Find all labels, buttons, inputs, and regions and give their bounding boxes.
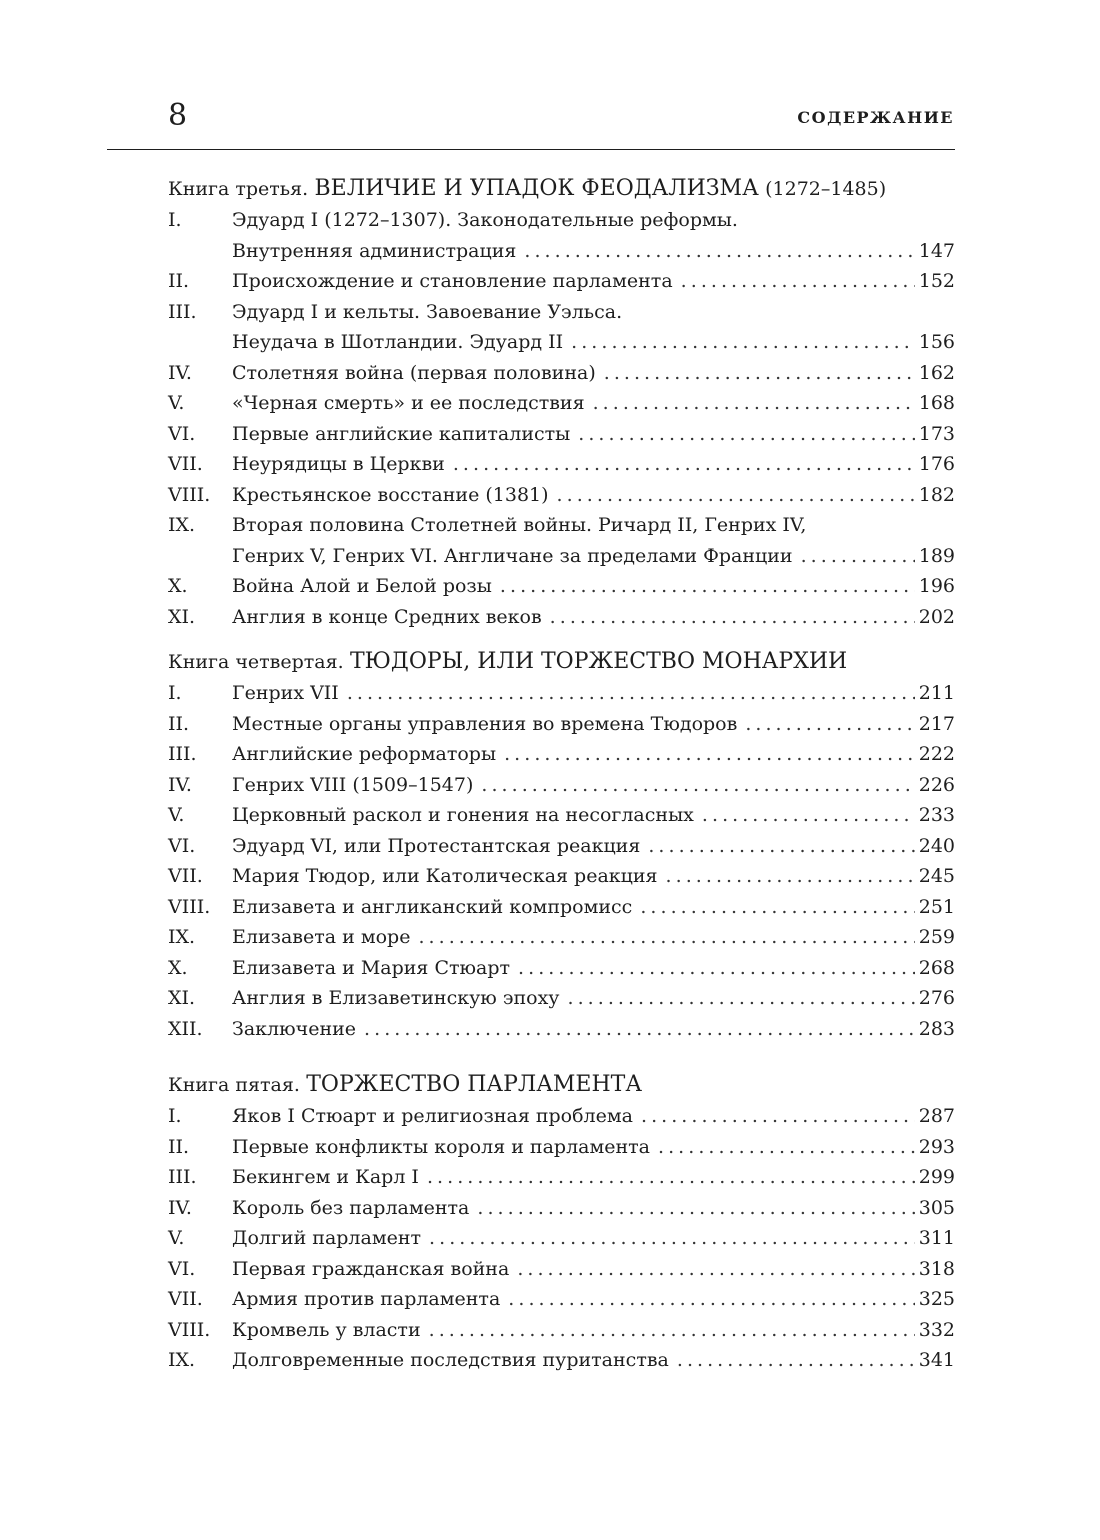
chapter-number: VII. — [168, 453, 203, 475]
dot-leader — [681, 266, 915, 297]
toc-entry[interactable] — [168, 1014, 955, 1045]
dot-leader — [504, 739, 915, 770]
toc-entry-line — [168, 1345, 955, 1376]
page-ref: 283 — [918, 1017, 955, 1040]
chapter-title-continued: Неудача в Шотландии. Эдуард II — [232, 331, 564, 353]
toc-entry-line — [168, 922, 955, 953]
toc-entry[interactable] — [168, 1254, 955, 1285]
chapter-title: Война Алой и Белой розы — [232, 575, 492, 597]
toc-entry[interactable] — [168, 419, 955, 450]
chapter-number: VI. — [168, 1257, 196, 1280]
chapter-title: Церковный раскол и гонения на несогласных — [232, 804, 694, 826]
dot-leader — [347, 678, 915, 709]
toc-entry[interactable] — [168, 1223, 955, 1254]
page-ref: 341 — [918, 1349, 955, 1371]
toc-entry-line — [168, 1254, 955, 1285]
dot-leader — [604, 358, 915, 389]
chapter-title: Елизавета и Мария Стюарт — [232, 956, 511, 979]
chapter-number: I. — [168, 1105, 182, 1127]
dot-leader — [640, 892, 914, 923]
chapter-number: VII. — [168, 865, 203, 887]
page-ref: 305 — [918, 1196, 955, 1219]
toc-entry[interactable] — [168, 892, 955, 923]
dot-leader — [364, 1014, 915, 1045]
dot-leader — [477, 1193, 914, 1224]
page-ref: 189 — [918, 544, 955, 567]
book-title — [168, 1069, 955, 1099]
book-section — [168, 646, 955, 1044]
dot-leader — [481, 770, 914, 801]
toc-entry[interactable] — [168, 831, 955, 862]
chapter-title: Столетняя война (первая половина) — [232, 361, 596, 384]
chapter-title: Эдуард VI, или Протестантская реакция — [232, 834, 641, 857]
chapter-title: Происхождение и становление парламента — [232, 270, 673, 292]
toc-entry-line — [168, 770, 955, 801]
chapter-title-continued: Генрих V, Генрих VI. Англичане за пределами Франции — [232, 544, 793, 567]
page-ref: 176 — [918, 453, 955, 475]
chapter-title: Англия в Елизаветинскую эпоху — [232, 987, 560, 1009]
toc-entry-line — [168, 571, 955, 602]
chapter-number: XI. — [168, 605, 196, 628]
chapter-number: VIII. — [168, 1318, 211, 1341]
dot-leader — [568, 983, 915, 1014]
chapter-number: VIII. — [168, 895, 211, 918]
page-ref: 268 — [918, 956, 955, 979]
toc-entry[interactable] — [168, 449, 955, 480]
chapter-title: Долговременные последствия пуританства — [232, 1349, 669, 1371]
dot-leader — [593, 388, 915, 419]
toc-entry[interactable] — [168, 266, 955, 297]
chapter-title: Елизавета и англиканский компромисс — [232, 895, 633, 918]
running-title: СОДЕРЖАНИЕ — [797, 108, 954, 127]
toc-entry[interactable] — [168, 709, 955, 740]
toc-entry[interactable] — [168, 510, 955, 571]
page-ref: 222 — [918, 743, 955, 765]
chapter-number: III. — [168, 300, 197, 323]
book-label: Книга четвертая. — [168, 651, 344, 673]
page-ref: 217 — [918, 712, 955, 735]
chapter-title: Эдуард I и кельты. Завоевание Уэльса. — [232, 300, 623, 323]
toc-entry[interactable] — [168, 1345, 955, 1376]
toc-entry-line — [168, 678, 955, 709]
chapter-number: IX. — [168, 1349, 196, 1371]
dot-leader — [429, 1315, 915, 1346]
toc-entry-line — [168, 510, 955, 541]
dot-leader — [702, 800, 915, 831]
page-ref: 240 — [918, 834, 955, 857]
dot-leader — [801, 541, 915, 572]
toc-entry-line — [168, 1284, 955, 1315]
toc-entry-line — [168, 1132, 955, 1163]
toc-entry[interactable] — [168, 739, 955, 770]
chapter-number: IV. — [168, 773, 192, 796]
chapter-number: IX. — [168, 926, 196, 948]
toc-entry[interactable] — [168, 480, 955, 511]
chapter-title: Первые английские капиталисты — [232, 422, 571, 445]
toc-entry-line — [168, 739, 955, 770]
toc-entry-line — [168, 1223, 955, 1254]
chapter-number: IX. — [168, 514, 196, 536]
page-ref: 259 — [918, 926, 955, 948]
book-section — [168, 173, 955, 632]
page-ref: 325 — [918, 1288, 955, 1310]
page-ref: 299 — [918, 1166, 955, 1188]
chapter-number: III. — [168, 743, 197, 765]
page-ref: 156 — [918, 331, 955, 353]
toc-entry-line — [168, 983, 955, 1014]
chapter-title-continued: Внутренняя администрация — [232, 239, 517, 262]
chapter-title: Заключение — [232, 1017, 357, 1040]
toc-entry-line — [168, 449, 955, 480]
chapter-title: Елизавета и море — [232, 926, 411, 948]
toc-entry-line — [168, 1315, 955, 1346]
dot-leader — [677, 1345, 915, 1376]
chapter-title: Яков I Стюарт и религиозная проблема — [232, 1105, 633, 1127]
chapter-number: V. — [168, 392, 185, 414]
chapter-title: Король без парламента — [232, 1196, 470, 1219]
chapter-number: VIII. — [168, 483, 211, 506]
chapter-title: Генрих VII — [232, 682, 339, 704]
chapter-title: Английские реформаторы — [232, 743, 497, 765]
toc-entry-line — [168, 953, 955, 984]
page-ref: 202 — [918, 605, 955, 628]
dot-leader — [429, 1223, 915, 1254]
chapter-title: Бекингем и Карл I — [232, 1166, 419, 1188]
dot-leader — [418, 922, 914, 953]
header-rule — [107, 149, 955, 150]
dot-leader — [508, 1284, 914, 1315]
toc-entry[interactable] — [168, 800, 955, 831]
toc-entry[interactable] — [168, 1101, 955, 1132]
toc-entry-line — [168, 358, 955, 389]
book-label: Книга пятая. — [168, 1074, 300, 1096]
book-title — [168, 173, 955, 203]
toc-entry-line — [168, 1014, 955, 1045]
chapter-number: X. — [168, 575, 188, 597]
toc-entry[interactable] — [168, 1162, 955, 1193]
dot-leader — [648, 831, 914, 862]
chapter-title: Местные органы управления во времена Тюдоров — [232, 712, 738, 735]
chapter-title: Эдуард I (1272–1307). Законодательные реформы. — [232, 209, 738, 231]
chapter-number: IV. — [168, 1196, 192, 1219]
page-ref: 233 — [918, 804, 955, 826]
chapter-number: IV. — [168, 361, 192, 384]
toc-entry[interactable] — [168, 571, 955, 602]
page-ref: 162 — [918, 361, 955, 384]
chapter-title: Армия против парламента — [232, 1288, 501, 1310]
chapter-number: XII. — [168, 1017, 203, 1040]
dot-leader — [453, 449, 915, 480]
toc-entry-line — [168, 602, 955, 633]
page-ref: 245 — [918, 865, 955, 887]
chapter-title: Англия в конце Средних веков — [232, 605, 542, 628]
chapter-title: Первые конфликты короля и парламента — [232, 1135, 650, 1158]
chapter-number: V. — [168, 804, 185, 826]
toc-entry-line — [168, 709, 955, 740]
chapter-title: Долгий парламент — [232, 1227, 422, 1249]
book-name: ТЮДОРЫ, ИЛИ ТОРЖЕСТВО МОНАРХИИ — [350, 649, 848, 674]
book-title — [168, 646, 955, 676]
chapter-title: «Черная смерть» и ее последствия — [232, 392, 585, 414]
page-ref: 182 — [918, 483, 955, 506]
toc-entry[interactable] — [168, 678, 955, 709]
chapter-number: XI. — [168, 987, 196, 1009]
dot-leader — [641, 1101, 915, 1132]
chapter-number: I. — [168, 209, 182, 231]
page-number: 8 — [168, 98, 188, 133]
chapter-title: Неурядицы в Церкви — [232, 453, 445, 475]
chapter-title: Генрих VIII (1509–1547) — [232, 773, 474, 796]
toc-entry[interactable] — [168, 983, 955, 1014]
toc-entry-line — [168, 541, 955, 572]
page-ref: 332 — [918, 1318, 955, 1341]
toc-entry-line — [168, 861, 955, 892]
toc-entry[interactable] — [168, 770, 955, 801]
page-ref: 287 — [918, 1105, 955, 1127]
book-name: ТОРЖЕСТВО ПАРЛАМЕНТА — [306, 1072, 643, 1097]
page-ref: 211 — [918, 682, 955, 704]
dot-leader — [571, 327, 915, 358]
chapter-number: V. — [168, 1227, 185, 1249]
chapter-number: II. — [168, 712, 190, 735]
toc-entry-line — [168, 892, 955, 923]
dot-leader — [658, 1132, 915, 1163]
toc-entry-line — [168, 800, 955, 831]
page-ref: 318 — [918, 1257, 955, 1280]
toc-entry-line — [168, 388, 955, 419]
toc-entry-line — [168, 236, 955, 267]
book-name: ВЕЛИЧИЕ И УПАДОК ФЕОДАЛИЗМА — [314, 176, 759, 201]
toc-entry[interactable] — [168, 1315, 955, 1346]
page-ref: 173 — [918, 422, 955, 445]
chapter-title: Кромвель у власти — [232, 1318, 421, 1341]
toc-entry[interactable] — [168, 1284, 955, 1315]
chapter-number: II. — [168, 1135, 190, 1158]
toc-entry[interactable] — [168, 205, 955, 266]
dot-leader — [517, 1254, 914, 1285]
page-ref: 311 — [918, 1227, 955, 1249]
toc-entry-line — [168, 327, 955, 358]
toc-entry[interactable] — [168, 861, 955, 892]
dot-leader — [500, 571, 915, 602]
chapter-number: VI. — [168, 422, 196, 445]
toc-entry-line — [168, 1101, 955, 1132]
chapter-number: VI. — [168, 834, 196, 857]
toc-entry-line — [168, 1162, 955, 1193]
toc-entry-line — [168, 1193, 955, 1224]
toc-entry-line — [168, 266, 955, 297]
page-ref: 276 — [918, 987, 955, 1009]
toc-entry[interactable] — [168, 388, 955, 419]
page-ref: 226 — [918, 773, 955, 796]
toc-entry[interactable] — [168, 922, 955, 953]
dot-leader — [550, 602, 915, 633]
book-label: Книга третья. — [168, 178, 309, 200]
toc-entry[interactable] — [168, 953, 955, 984]
toc-entry-line — [168, 831, 955, 862]
chapter-number: VII. — [168, 1288, 203, 1310]
dot-leader — [524, 236, 914, 267]
chapter-number: I. — [168, 682, 182, 704]
chapter-number: X. — [168, 956, 188, 979]
toc-entry-line — [168, 205, 955, 236]
toc-entry[interactable] — [168, 602, 955, 633]
page-ref: 147 — [918, 239, 955, 262]
chapter-title: Мария Тюдор, или Католическая реакция — [232, 865, 658, 887]
dot-leader — [666, 861, 915, 892]
chapter-title: Вторая половина Столетней войны. Ричард II, Генрих IV, — [232, 514, 807, 536]
toc-entry[interactable] — [168, 358, 955, 389]
page-ref: 293 — [918, 1135, 955, 1158]
page-ref: 196 — [918, 575, 955, 597]
dot-leader — [745, 709, 914, 740]
page-ref: 168 — [918, 392, 955, 414]
toc-entry-line — [168, 419, 955, 450]
chapter-number: III. — [168, 1166, 197, 1188]
book-years: (1272–1485) — [765, 178, 887, 200]
toc-entry[interactable] — [168, 1132, 955, 1163]
toc-entry[interactable] — [168, 297, 955, 358]
page-ref: 251 — [918, 895, 955, 918]
chapter-title: Первая гражданская война — [232, 1257, 510, 1280]
chapter-title: Крестьянское восстание (1381) — [232, 483, 549, 506]
toc-entry-line — [168, 480, 955, 511]
page-ref: 152 — [918, 270, 955, 292]
toc-entry[interactable] — [168, 1193, 955, 1224]
chapter-number: II. — [168, 270, 190, 292]
book-section — [168, 1069, 955, 1376]
dot-leader — [427, 1162, 915, 1193]
dot-leader — [557, 480, 915, 511]
dot-leader — [578, 419, 914, 450]
dot-leader — [518, 953, 915, 984]
toc-entry-line — [168, 297, 955, 328]
